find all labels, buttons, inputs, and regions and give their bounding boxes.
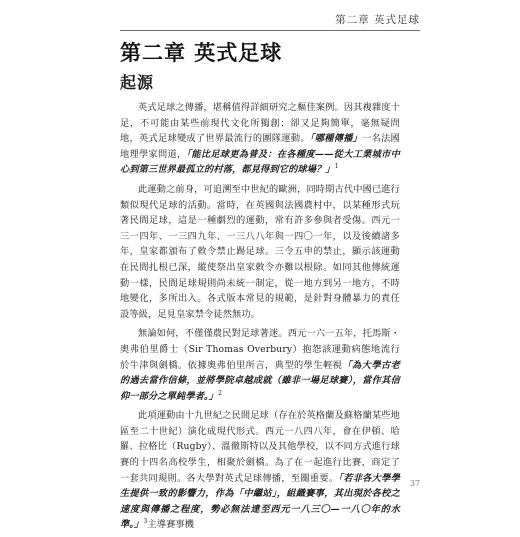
paragraph-1 <box>120 100 400 178</box>
footnote-marker[interactable]: 2 <box>218 389 223 397</box>
header-rule <box>120 30 420 31</box>
paragraph-text: 此項運動由十九世紀之民間足球（存在於英格蘭及蘇格蘭某些地區至二十世紀）演化成現代形式。西元一八四八年，會在伊頓、哈羅、拉格比（Rugby）、溫徹斯特以及其他學校，以不同方式進行球賽的十四名高校學生，相聚於劍橋。為了在一起進行比賽，商定了一套共同規則。各大學對英式足球傳播，至關重要。 <box>120 410 400 484</box>
emphasized-quote: 「能比足球更為普及：在各種度——從大工業城市中心到第三世界最孤立的村落，都見得到它的球場？」 <box>120 148 400 176</box>
footnote-marker[interactable]: 3 <box>143 518 148 526</box>
paragraph-text: 主導賽事機 <box>147 519 195 531</box>
paragraph-text: 此運動之前身，可追溯至中世紀的歐洲，同時期古代中國已進行類似現代足球的活動。當時，在英國與法國農村中，以某種形式玩著民間足球，這是一種劇烈的運動，常有許多參與者受傷。西元一三一四年、一三四九年、一三八八年與一四〇一年，以及後續諸多年，皇家都頒布了敕令禁止踢足球。三令五申的禁止，顯示該運動在民間扎根已深，縱使祭出皇家敕令亦難以根除。如同其他傳統運動一樣，民間足球規則尚未統一制定，從一地方到另一地方，不時地變化，多所出入。各式版本常見的規範，是針對身體暴力的責任設等級，足見皇家禁令徒然無功。 <box>120 183 400 320</box>
paragraph-text: 英式足球之傳播，堪稱值得詳細研究之樞佳案例。因其複雜度十足，不可能由某些前現代文化所獨創；卻又足夠簡單，毫無疑問地，英式足球變成了世界最流行的團隊運動。 <box>120 102 400 145</box>
page-number: 37 <box>409 479 420 488</box>
page-content <box>120 38 400 537</box>
paragraph-text: 一名法國地理學家問道， <box>120 133 400 160</box>
section-title: 起源 <box>120 73 155 92</box>
paragraph-2 <box>120 182 400 322</box>
paragraph-text: 無論如何，不僅僅農民對足球著迷。西元一六一五年，托馬斯・奧弗伯里爵士（Sir Thomas Overbury）抱怨該運動病態地流行於牛津與劍橋。依據奧弗伯里所言，典型的學生輕視 <box>120 328 400 371</box>
running-header: 第二章 英式足球 <box>335 14 420 26</box>
chapter-title: 第二章 英式足球 <box>120 40 283 65</box>
emphasized-quote: 「為大學古老的過去當作信條，並將學院卓越成就（雖非一場足球賽），當作其信仰一部分之單純學者。」 <box>120 359 400 402</box>
emphasized-quote: 「若非各大學學生提供一致的影響力，作為「中繼站」，組織賽事，其出現於各校之速度與傳播之程度，勢必無法達至西元一八三〇—一八〇年的水準。」 <box>120 472 400 531</box>
paragraph-4 <box>120 408 400 533</box>
footnote-marker[interactable]: 1 <box>334 163 339 171</box>
emphasized-quote: 「哪種傳播」 <box>309 133 363 145</box>
paragraph-3 <box>120 326 400 404</box>
